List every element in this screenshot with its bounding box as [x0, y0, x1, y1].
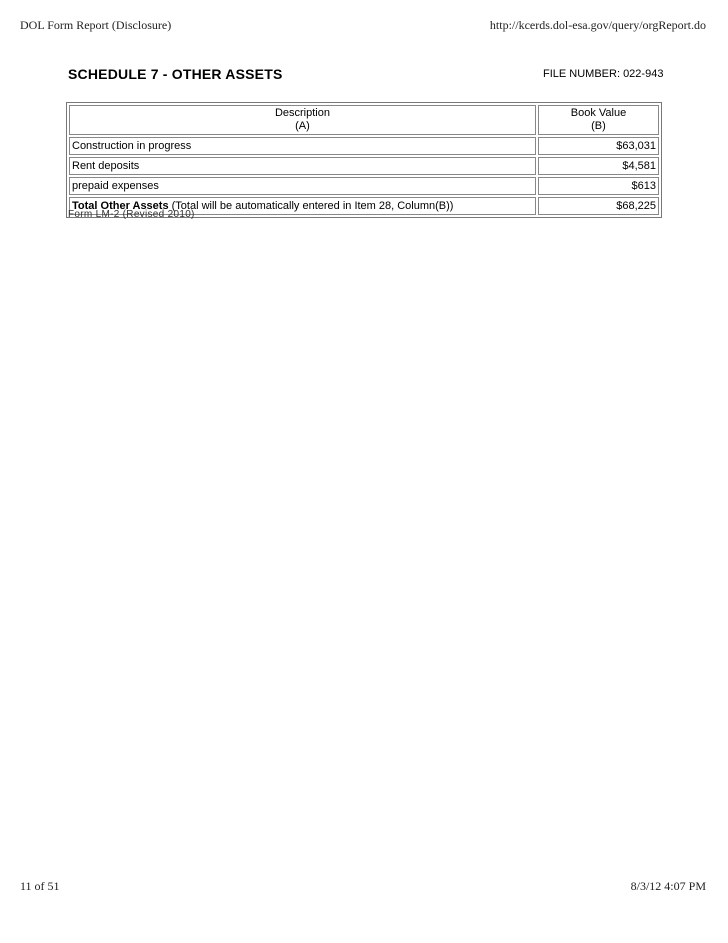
schedule-title: SCHEDULE 7 - OTHER ASSETS	[68, 66, 283, 82]
print-header-title: DOL Form Report (Disclosure)	[20, 18, 172, 32]
form-revision: Form LM-2 (Revised 2010)	[68, 209, 195, 220]
row-description: Construction in progress	[69, 137, 536, 155]
print-timestamp: 8/3/12 4:07 PM	[630, 879, 706, 893]
row-value: $4,581	[538, 157, 659, 175]
table-row	[69, 137, 659, 155]
file-number: FILE NUMBER: 022-943	[543, 68, 664, 80]
table-row	[69, 157, 659, 175]
total-value: $68,225	[538, 197, 659, 215]
print-header-url: http://kcerds.dol-esa.gov/query/orgReport.do	[489, 18, 706, 32]
row-description: prepaid expenses	[69, 177, 536, 195]
column-header-sub: (A)	[295, 120, 310, 132]
table-row	[69, 177, 659, 195]
total-label: Total Other Assets	[72, 200, 169, 212]
row-value: $613	[538, 177, 659, 195]
table-header-row	[69, 105, 659, 135]
row-description: Rent deposits	[69, 157, 536, 175]
page-number: 11 of 51	[20, 879, 60, 893]
other-assets-table	[66, 102, 662, 218]
column-header-sub: (B)	[591, 120, 606, 132]
column-header-description	[69, 105, 536, 135]
row-value: $63,031	[538, 137, 659, 155]
column-header-label: Description	[274, 107, 330, 119]
column-header-book-value	[538, 105, 659, 135]
column-header-label: Book Value	[570, 107, 627, 119]
total-note: (Total will be automatically entered in Item 28, Column(B))	[168, 200, 454, 212]
